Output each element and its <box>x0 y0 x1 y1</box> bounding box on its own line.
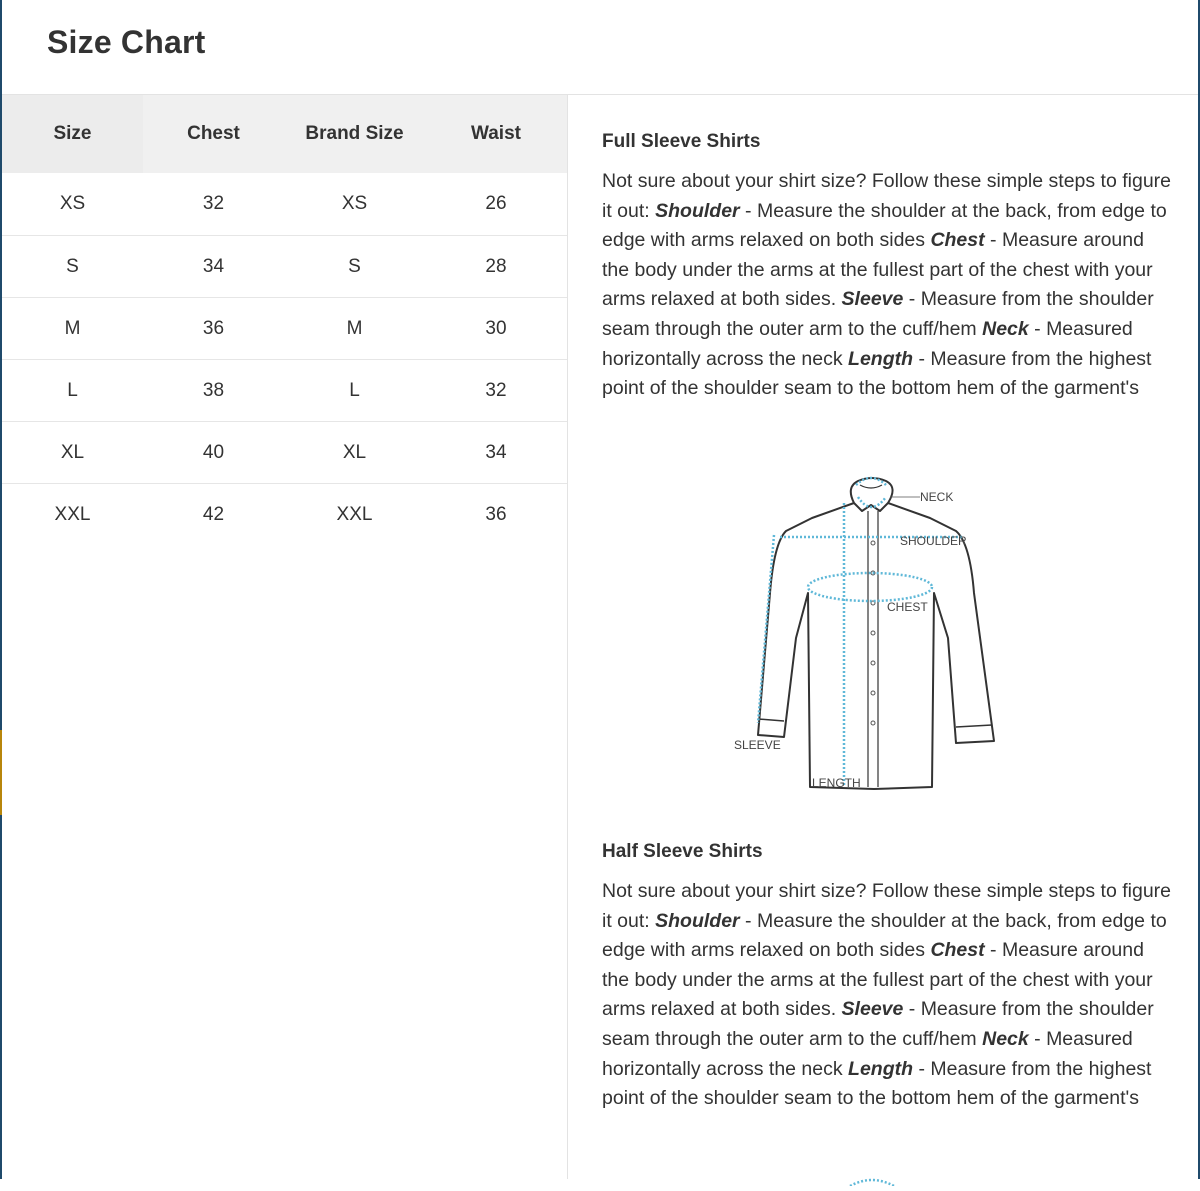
cell-waist: 36 <box>485 503 507 525</box>
shirt-measurement-diagram <box>734 473 1034 803</box>
sleeve-label: SLEEVE <box>734 738 781 752</box>
table-row <box>2 483 567 545</box>
table-row <box>2 297 567 359</box>
cell-brand-size: XXL <box>336 503 373 525</box>
table-row <box>2 421 567 483</box>
cell-size: M <box>64 317 81 339</box>
column-header-brand-size: Brand Size <box>305 123 404 144</box>
cell-waist: 34 <box>485 441 507 463</box>
cell-chest: 34 <box>202 255 225 277</box>
cell-waist: 32 <box>485 379 507 401</box>
full-sleeve-title: Full Sleeve Shirts <box>602 131 761 152</box>
cell-size: XS <box>59 193 86 214</box>
modal-header <box>2 0 1198 95</box>
column-header-chest: Chest <box>187 123 240 144</box>
table-row <box>2 359 567 421</box>
cell-waist: 28 <box>485 255 507 277</box>
cell-waist: 26 <box>485 193 507 214</box>
table-row <box>2 235 567 297</box>
cell-brand-size: M <box>346 317 363 339</box>
cell-brand-size: L <box>349 379 360 401</box>
cell-chest: 40 <box>202 441 225 463</box>
cell-chest: 38 <box>202 379 225 401</box>
cell-size: L <box>67 379 78 401</box>
half-sleeve-diagram-top <box>842 1173 902 1181</box>
table-header-row <box>2 95 567 173</box>
chest-label: CHEST <box>887 600 928 614</box>
cell-waist: 30 <box>485 317 507 339</box>
half-sleeve-instructions: Not sure about your shirt size? Follow these simple steps to figure it out: Shoulder - Measure the shoulder at the back, from edge to edge with arms relaxed on both sides Chest - Measure around the body under the arms at the fullest part of the chest with your arms relaxed at both sides. Sleeve - Measure from the shoulder seam through the outer arm to the cuff/hem Neck - Measured horizontally across the neck Length - Measure from the highest point of the shoulder seam to the bottom hem of the garment's <box>602 880 1172 1110</box>
modal-title: Size Chart <box>47 24 206 60</box>
shirt-illustration <box>734 473 1034 803</box>
column-header-waist: Waist <box>471 123 521 144</box>
cell-size: XXL <box>54 503 91 525</box>
table-row <box>2 173 567 235</box>
cell-chest: 36 <box>202 317 225 339</box>
neck-label: NECK <box>920 490 954 504</box>
cell-size: S <box>66 255 79 277</box>
full-sleeve-instructions: Not sure about your shirt size? Follow these simple steps to figure it out: Shoulder - Measure the shoulder at the back, from edge to edge with arms relaxed on both sides Chest - Measure around the body under the arms at the fullest part of the chest with your arms relaxed at both sides. Sleeve - Measure from the shoulder seam through the outer arm to the cuff/hem Neck - Measured horizontally across the neck Length - Measure from the highest point of the shoulder seam to the bottom hem of the garment's <box>602 170 1172 400</box>
half-sleeve-title: Half Sleeve Shirts <box>602 841 763 862</box>
column-header-size: Size <box>2 95 143 173</box>
cell-brand-size: XL <box>342 441 367 463</box>
cell-chest: 42 <box>202 503 225 525</box>
cell-brand-size: XS <box>341 193 368 214</box>
size-table-panel <box>2 95 568 1179</box>
shoulder-label: SHOULDER <box>900 534 967 548</box>
size-chart-modal <box>2 0 1198 1179</box>
cell-brand-size: S <box>348 255 361 277</box>
cell-chest: 32 <box>202 193 225 214</box>
cell-size: XL <box>60 441 85 463</box>
size-table <box>2 95 567 545</box>
length-label: LENGTH <box>812 776 861 790</box>
